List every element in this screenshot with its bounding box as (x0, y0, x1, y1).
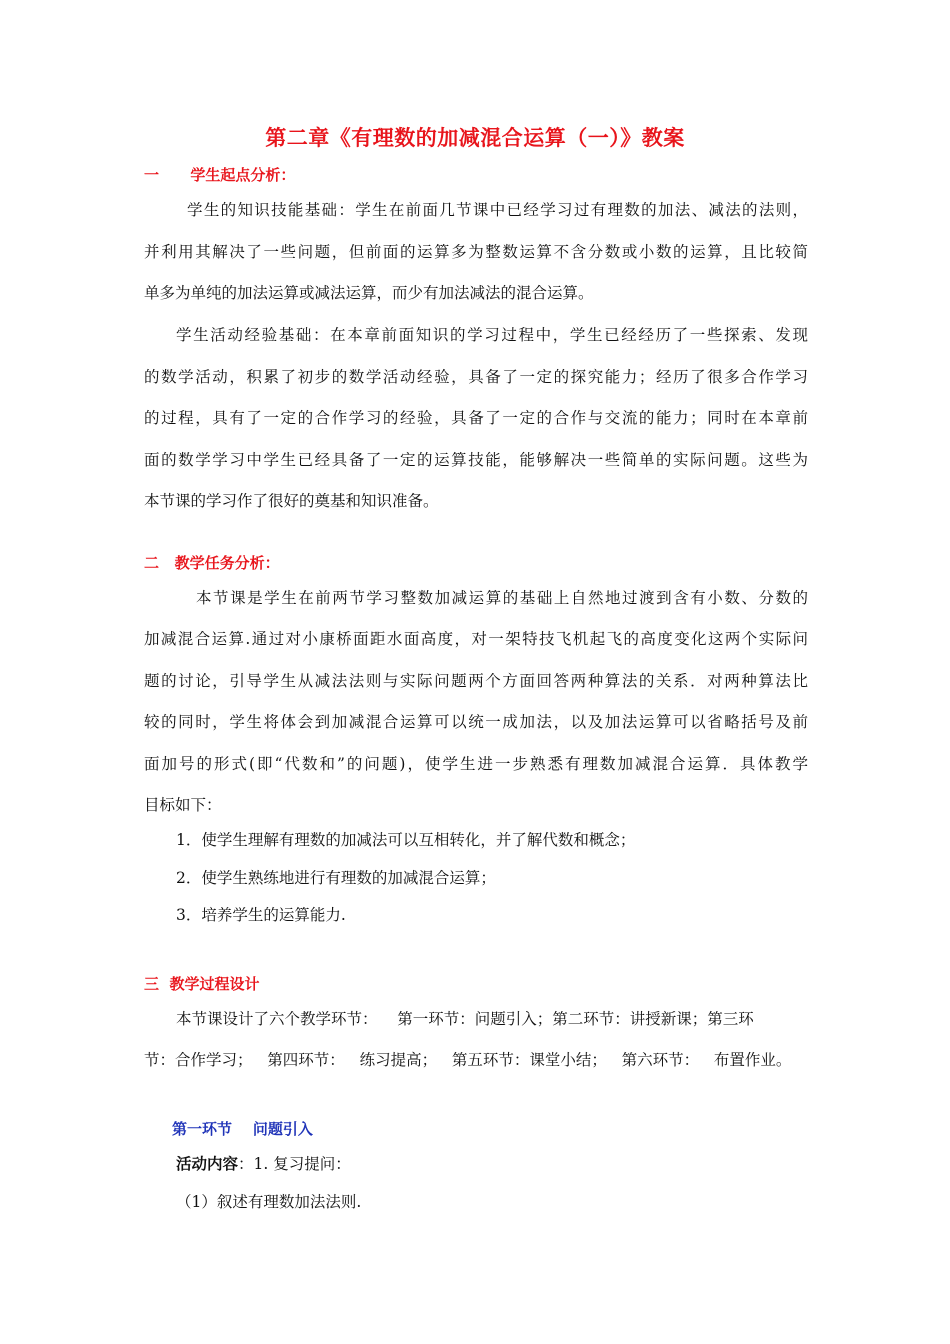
section-1-para-1-line: 学生的知识技能基础：学生在前面几节课中已经学习过有理数的加法、减法的法则， (187, 201, 808, 219)
activity-label: 活动内容 (176, 1154, 239, 1173)
section-2-para-line: 题的讨论，引导学生从减法法则与实际问题两个方面回答两种算法的关系．对两种算法比 (144, 672, 808, 690)
section-2-para-line: 目标如下： (144, 796, 222, 814)
section-2-para-line: 加减混合运算.通过对小康桥面距水面高度，对一架特技飞机起飞的高度变化这两个实际问 (144, 630, 808, 648)
section-1-para-1-line: 并利用其解决了一些问题，但前面的运算多为整数运算不含分数或小数的运算，且比较简 (144, 243, 808, 261)
section-2-para-line: 面加号的形式(即“代数和”的问题)，使学生进一步熟悉有理数加减混合运算．具体教学 (144, 755, 808, 773)
section-1-para-2-line: 学生活动经验基础：在本章前面知识的学习过程中，学生已经经历了一些探索、发现 (176, 326, 808, 344)
goal-item: 1．使学生理解有理数的加减法可以互相转化，并了解代数和概念； (176, 831, 636, 849)
section-2-para-line: 本节课是学生在前两节学习整数加减运算的基础上自然地过渡到含有小数、分数的 (196, 589, 808, 607)
section-1-para-2-line: 的数学活动，积累了初步的数学活动经验，具备了一定的探究能力；经历了很多合作学习 (144, 368, 808, 386)
review-item: （1）叙述有理数加法法则. (176, 1193, 362, 1211)
section-1-para-1-line: 单多为单纯的加法运算或减法运算，而少有加法减法的混合运算。 (144, 284, 594, 302)
activity-text: ：1. 复习提问： (238, 1155, 351, 1173)
section-3-heading: 三 教学过程设计 (144, 975, 260, 993)
activity-line (176, 1154, 351, 1174)
section-1-para-2-line: 的过程，具有了一定的合作学习的经验，具备了一定的合作与交流的能力；同时在本章前 (144, 409, 808, 427)
section-1-heading: 一 学生起点分析： (144, 166, 296, 184)
section-3-para-line: 节：合作学习； 第四环节： 练习提高； 第五环节：课堂小结； 第六环节： 布置作业。 (144, 1051, 792, 1069)
step-1-heading: 第一环节 问题引入 (172, 1120, 313, 1138)
section-3-para-line: 本节课设计了六个教学环节： 第一环节：问题引入；第二环节：讲授新课；第三环 (176, 1010, 754, 1028)
goal-item: 2．使学生熟练地进行有理数的加减混合运算； (176, 869, 496, 887)
section-1-para-2-line: 本节课的学习作了很好的奠基和知识准备。 (144, 492, 439, 510)
section-2-heading: 二 教学任务分析： (144, 554, 280, 572)
goal-item: 3．培养学生的运算能力. (176, 906, 346, 924)
section-1-para-2-line: 面的数学学习中学生已经具备了一定的运算技能，能够解决一些简单的实际问题。这些为 (144, 451, 808, 469)
document-title: 第二章《有理数的加减混合运算（一）》教案 (265, 125, 685, 150)
section-2-para-line: 较的同时，学生将体会到加减混合运算可以统一成加法，以及加法运算可以省略括号及前 (144, 713, 808, 731)
